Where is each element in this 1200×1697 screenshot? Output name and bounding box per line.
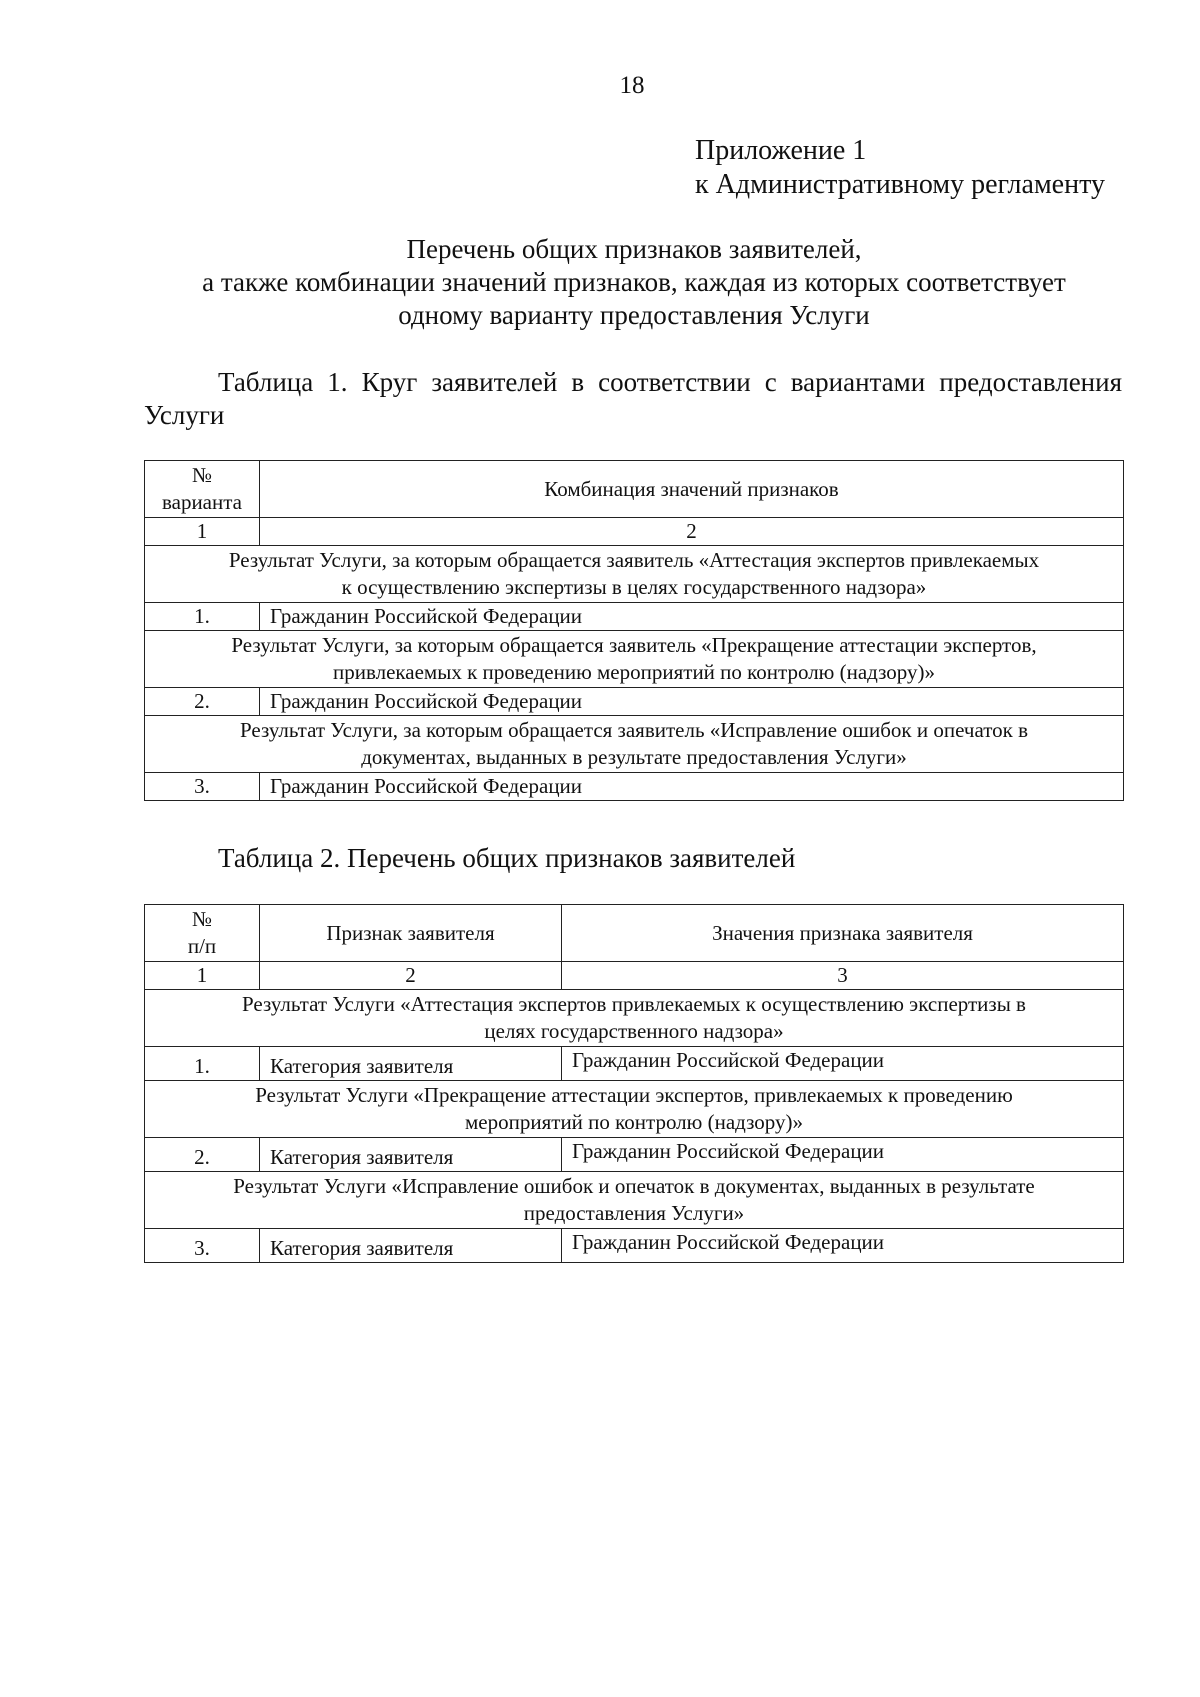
attribute-value: Гражданин Российской Федерации [260, 688, 1124, 716]
result-line: Результат Услуги «Прекращение аттестации экспертов, привлекаемых к проведению [255, 1083, 1013, 1107]
column-number: 1 [145, 518, 260, 546]
attribute-name: Категория заявителя [260, 1047, 562, 1081]
section-row [145, 990, 1124, 1047]
table2 [144, 904, 1124, 1263]
result-line: Результат Услуги, за которым обращается заявитель «Прекращение аттестации экспертов, [231, 633, 1037, 657]
attribute-value: Гражданин Российской Федерации [562, 1138, 1124, 1172]
section-row [145, 1081, 1124, 1138]
result-cell [145, 546, 1124, 603]
table-row [145, 603, 1124, 631]
item-number: 1. [145, 1047, 260, 1081]
header-item-number [145, 905, 260, 962]
attribute-value: Гражданин Российской Федерации [260, 603, 1124, 631]
title-line-3: одному варианту предоставления Услуги [398, 300, 870, 330]
document-title [144, 233, 1124, 332]
appendix-line-2: к Административному регламенту [695, 169, 1105, 200]
attribute-value: Гражданин Российской Федерации [260, 773, 1124, 801]
item-number: 2. [145, 1138, 260, 1172]
result-line: Результат Услуги «Исправление ошибок и опечаток в документах, выданных в результате [233, 1174, 1035, 1198]
result-line: мероприятий по контролю (надзору)» [465, 1110, 803, 1134]
column-number: 2 [260, 518, 1124, 546]
table-header-row [145, 461, 1124, 518]
result-line: к осуществлению экспертизы в целях государственного надзора» [341, 575, 927, 599]
item-number: 3. [145, 1229, 260, 1263]
title-line-2: а также комбинации значений признаков, каждая из которых соответствует [202, 267, 1066, 297]
variant-number: 1. [145, 603, 260, 631]
column-number: 3 [562, 962, 1124, 990]
header-attribute-values: Значения признака заявителя [562, 905, 1124, 962]
result-line: привлекаемых к проведению мероприятий по контролю (надзору)» [332, 660, 935, 684]
result-line: документах, выданных в результате предоставления Услуги» [361, 745, 907, 769]
table-row [145, 1047, 1124, 1081]
table-row [145, 688, 1124, 716]
table-row [145, 1138, 1124, 1172]
result-line: предоставления Услуги» [523, 1201, 745, 1225]
result-cell [145, 990, 1124, 1047]
column-number: 2 [260, 962, 562, 990]
table-row [145, 1229, 1124, 1263]
table-header-row [145, 905, 1124, 962]
section-row [145, 631, 1124, 688]
result-cell [145, 631, 1124, 688]
page-number: 18 [619, 72, 645, 99]
result-cell [145, 1081, 1124, 1138]
column-number: 1 [145, 962, 260, 990]
table-row [145, 773, 1124, 801]
column-numbering-row [145, 518, 1124, 546]
result-line: Результат Услуги «Аттестация экспертов привлекаемых к осуществлению экспертизы в [242, 992, 1026, 1016]
title-line-1: Перечень общих признаков заявителей, [406, 234, 862, 264]
result-cell [145, 716, 1124, 773]
result-line: Результат Услуги, за которым обращается заявитель «Аттестация экспертов привлекаемых [228, 548, 1040, 572]
section-row [145, 546, 1124, 603]
section-row [145, 1172, 1124, 1229]
header-attribute: Признак заявителя [260, 905, 562, 962]
result-cell [145, 1172, 1124, 1229]
appendix-line-1: Приложение 1 [695, 135, 867, 166]
attribute-value: Гражданин Российской Федерации [562, 1047, 1124, 1081]
variant-number: 2. [145, 688, 260, 716]
attribute-name: Категория заявителя [260, 1229, 562, 1263]
table2-caption: Таблица 2. Перечень общих признаков заявителей [218, 843, 796, 873]
header-item-label: п/п [187, 934, 217, 958]
header-combination: Комбинация значений признаков [260, 461, 1124, 518]
variant-number: 3. [145, 773, 260, 801]
table1-caption-line-2: Услуги [144, 400, 225, 430]
header-variant-number [145, 461, 260, 518]
attribute-name: Категория заявителя [260, 1138, 562, 1172]
header-number-sign: № [191, 907, 213, 931]
section-row [145, 716, 1124, 773]
result-line: Результат Услуги, за которым обращается заявитель «Исправление ошибок и опечаток в [239, 718, 1028, 742]
table1-caption-line-1: Таблица 1. Круг заявителей в соответствии с вариантами предоставления [218, 367, 1122, 397]
table1-caption [144, 366, 1122, 432]
attribute-value: Гражданин Российской Федерации [562, 1229, 1124, 1263]
result-line: целях государственного надзора» [484, 1019, 784, 1043]
header-variant-label: варианта [161, 490, 242, 514]
table1 [144, 460, 1124, 801]
appendix-reference [695, 134, 1105, 202]
column-numbering-row [145, 962, 1124, 990]
header-number-sign: № [191, 463, 213, 487]
